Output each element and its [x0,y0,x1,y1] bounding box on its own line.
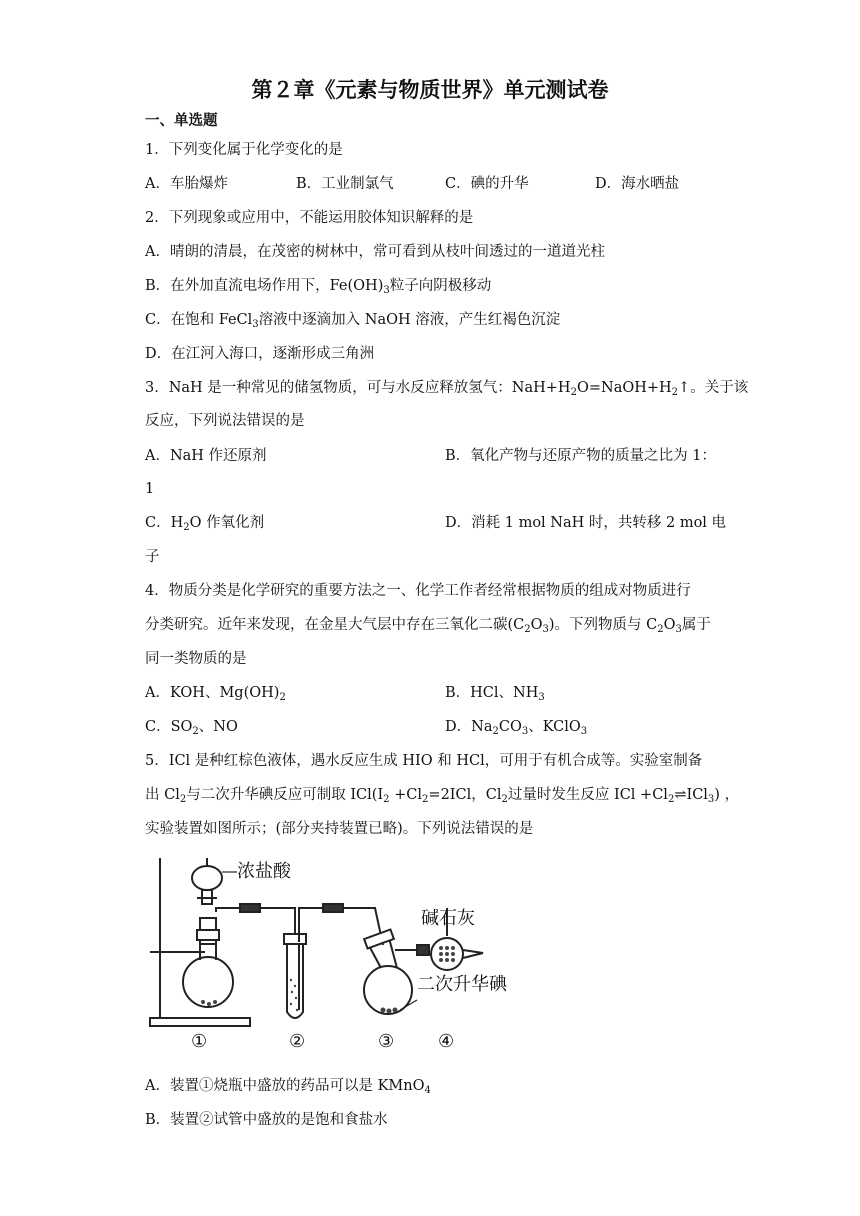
label-conc-hcl: 浓盐酸 [237,861,291,882]
q2-option-b: B．在外加直流电场作用下，$Fe(OH)_3$粒子向阴极移动 [145,278,492,296]
q3-option-c: C．$H_2O$ 作氧化剂 [145,515,265,533]
apparatus-figure [145,850,535,1060]
separatory-funnel [192,866,222,890]
q3-option-b: B．氧化产物与还原产物的质量之比为 1： [445,448,716,464]
q4-stem-line1: 4．物质分类是化学研究的重要方法之一、化学工作者经常根据物质的组成对物质进行 [145,583,691,599]
q5-stem-line1: 5．ICl 是种红棕色液体，遇水反应生成 HIO 和 HCl，可用于有机合成等。实验室制备 [145,753,703,769]
q3-option-d-wrap: 子 [145,549,160,565]
q5-stem-line3: 实验装置如图所示；(部分夹持装置已略)。下列说法错误的是 [145,821,534,837]
label-apparatus-1: ① [191,1031,208,1052]
label-sublimed-iodine: 二次升华碘 [417,974,507,995]
flask1-bulb [183,957,233,1007]
q5-option-b: B．装置②试管中盛放的是饱和食盐水 [145,1112,388,1128]
q3-option-d: D．消耗 1 mol NaH 时，共转移 2 mol 电 [445,515,727,531]
page-title: 第２章《元素与物质世界》单元测试卷 [251,78,609,102]
q3-stem-line2: 反应，下列说法错误的是 [145,413,305,429]
q1-stem: 1．下列变化属于化学变化的是 [145,142,343,158]
q4-stem-line3: 同一类物质的是 [145,651,247,667]
label-soda-lime: 碱石灰 [421,908,475,929]
test-tube [287,935,303,1018]
q5-stem-line2: 出 $Cl_2$与二次升华碘反应可制取 $ICl(I_2 +Cl_2=2ICl$，$Cl_2$过量时发生反应 ICl $+Cl_2\rightleftharpoons ICl_3$) ， [145,787,740,805]
label-apparatus-4: ④ [438,1031,455,1052]
q4-option-a: A．KOH、$Mg(OH)_2$ [145,685,286,703]
q2-option-a: A．晴朗的清晨，在茂密的树林中，常可看到从枝叶间透过的一道道光柱 [145,244,605,260]
q3-stem-line1: 3．NaH 是一种常见的储氢物质，可与水反应释放氢气：$NaH+H_2O=NaOH+H_2↑$。关于该 [145,380,749,398]
q2-option-c: C．在饱和 FeCl$_3$溶液中逐滴加入 NaOH 溶液，产生红褐色沉淀 [145,312,561,330]
label-apparatus-2: ② [289,1031,306,1052]
q4-option-d: D．$Na_2CO_3$、KClO$_3$ [445,719,588,737]
q1-option-b: B．工业制氯气 [296,176,394,192]
q2-option-d: D．在江河入海口，逐渐形成三角洲 [145,346,375,362]
q4-stem-line2: 分类研究。近年来发现，在金星大气层中存在三氧化二碳$(C_2O_3)$。下列物质与 $C_2O_3$属于 [145,617,711,635]
q3-option-b-wrap: 1 [145,481,155,497]
q1-option-c: C．碘的升华 [445,176,529,192]
stand-base [150,1018,250,1026]
q1-option-d: D．海水晒盐 [595,176,680,192]
q2-stem: 2．下列现象或应用中，不能运用胶体知识解释的是 [145,210,474,226]
q3-option-a: A．NaH 作还原剂 [145,448,267,464]
q4-option-b: B．HCl、$NH_3$ [445,685,545,703]
q5-option-a: A．装置①烧瓶中盛放的药品可以是 KMnO$_4$ [145,1078,431,1096]
section-heading: 一、单选题 [145,113,218,129]
label-apparatus-3: ③ [378,1031,395,1052]
q1-option-a: A．车胎爆炸 [145,176,228,192]
q4-option-c: C．$SO_2$、NO [145,719,238,737]
